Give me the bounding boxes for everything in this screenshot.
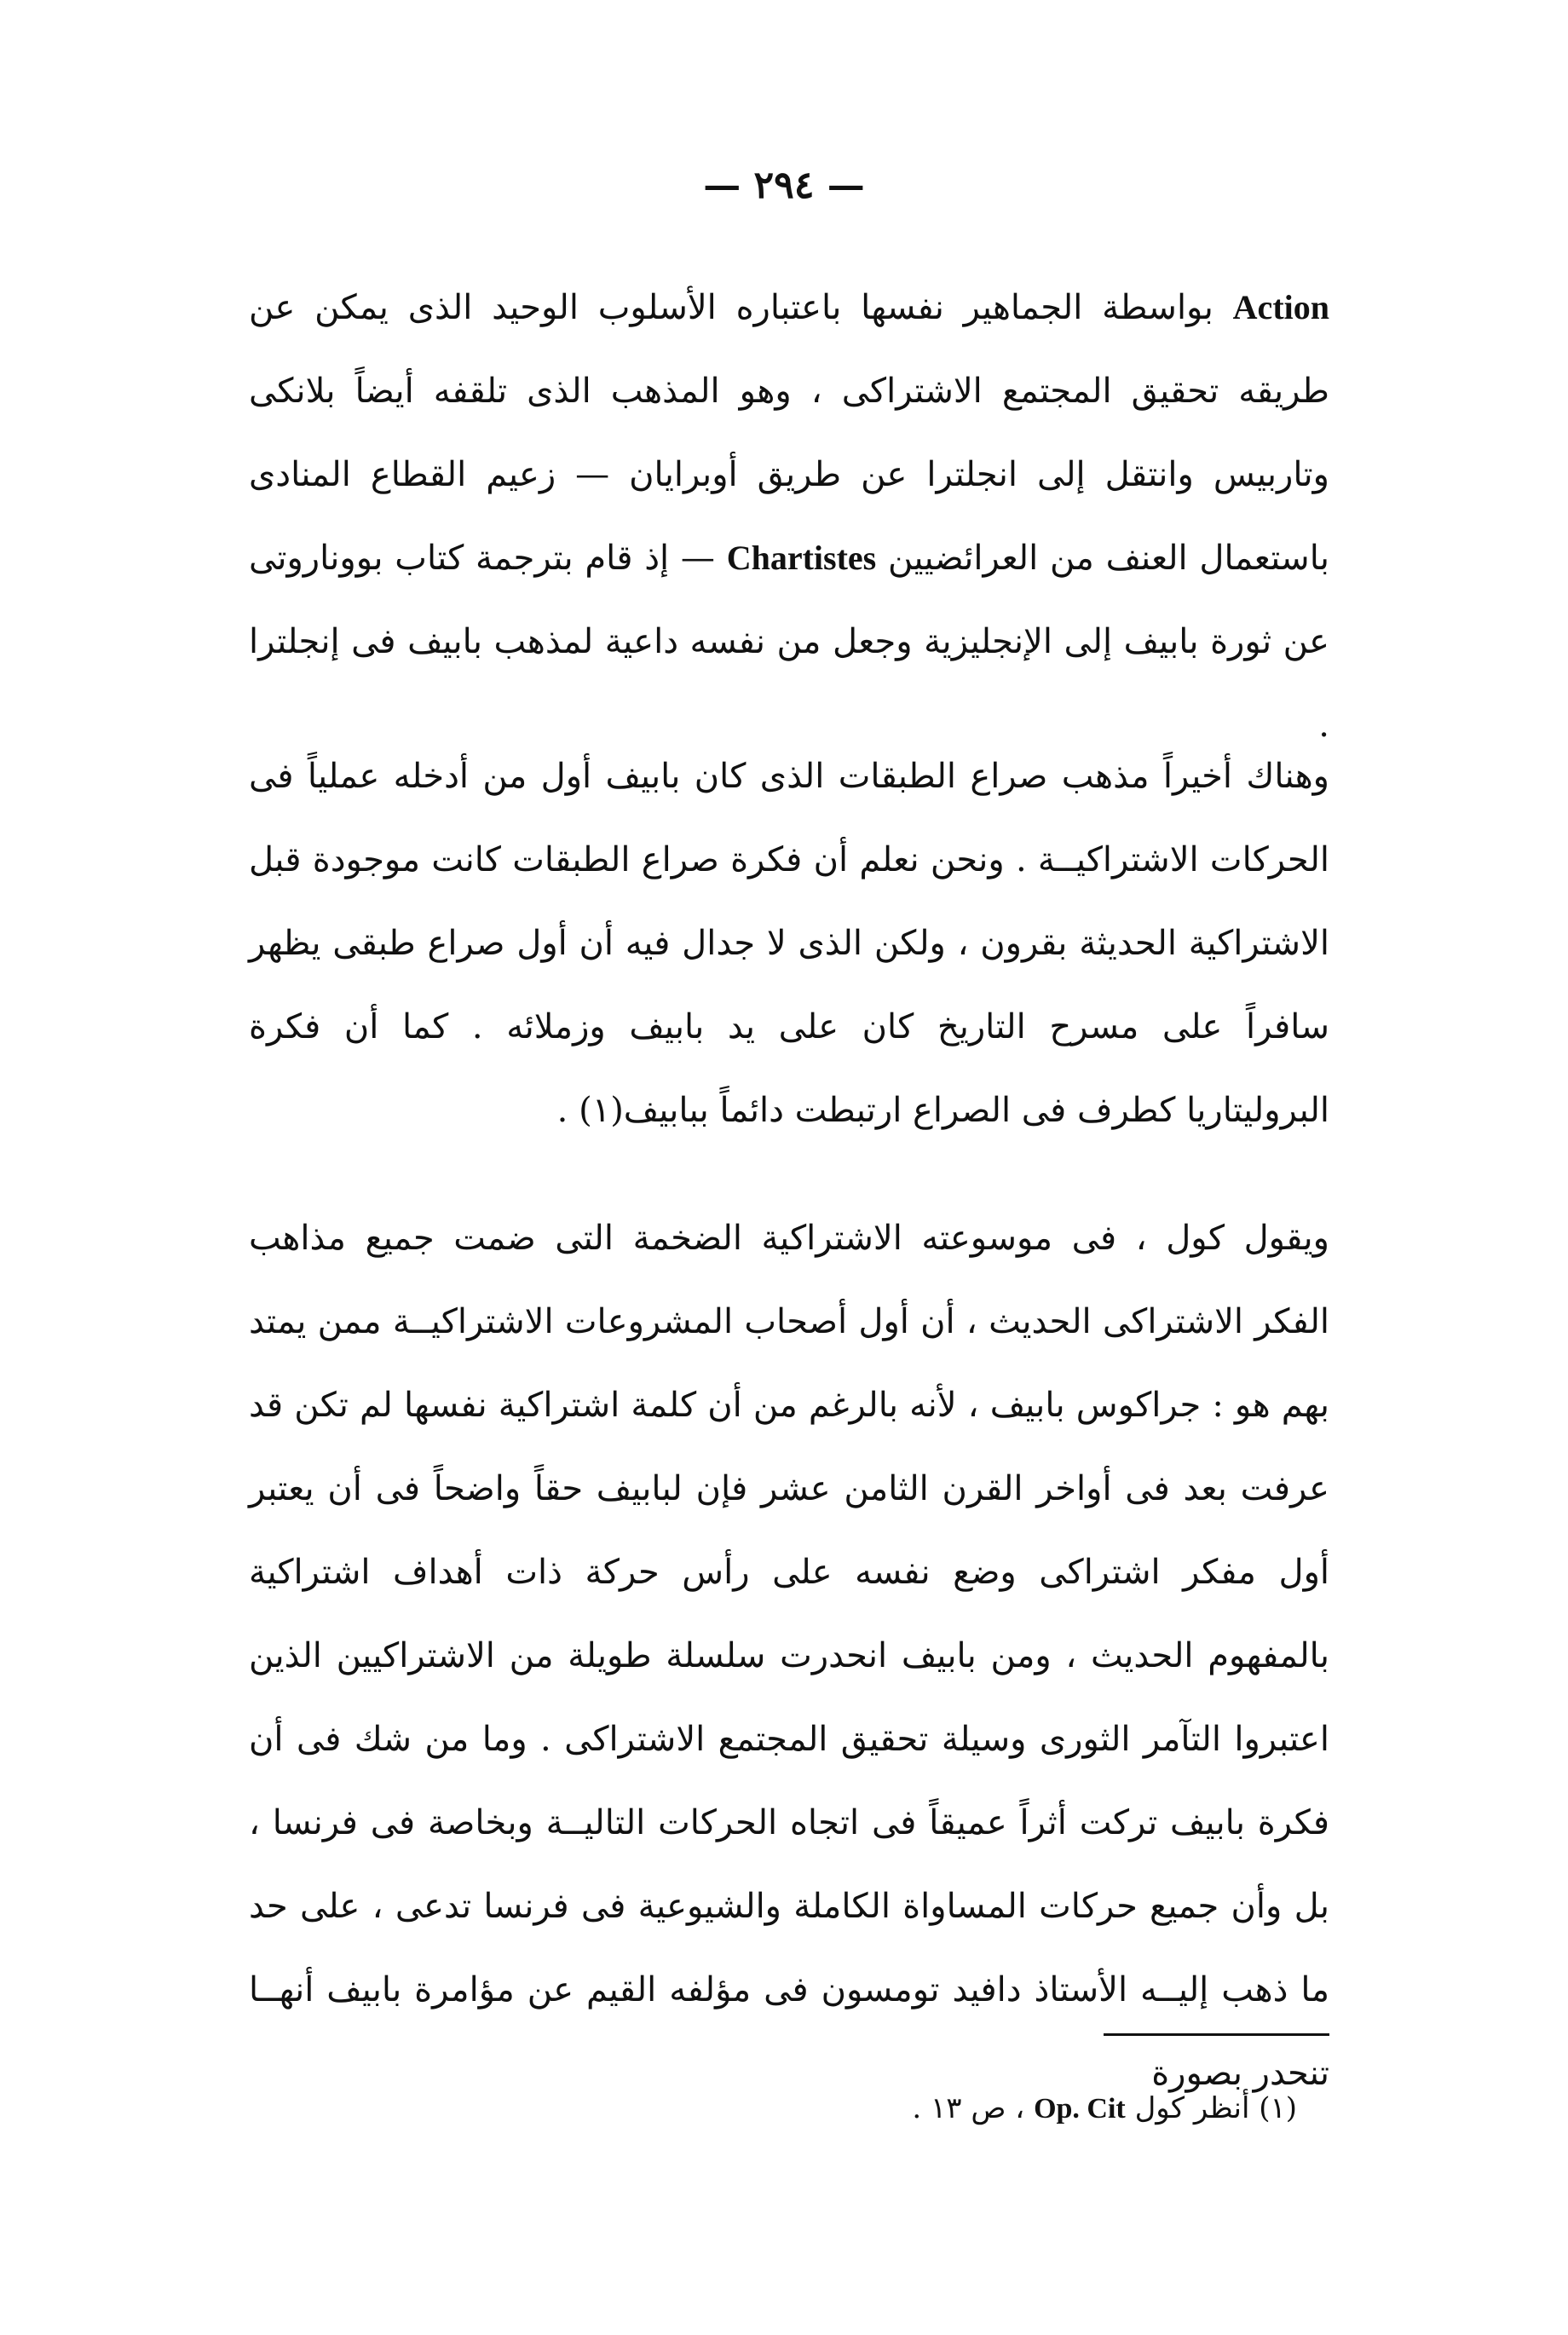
footnote-divider [1104,2033,1329,2036]
paragraph-3 [249,1196,1329,2115]
page-number: — ٢٩٤ — [703,164,865,207]
paragraph-2 [249,735,1329,1152]
footnote-text-a: (١) أنظر كول [1125,2091,1297,2125]
footnote-latin-op-cit: Op. Cit [1034,2093,1126,2125]
paragraph-1-text-a: بواسطة الجماهير نفسها باعتباره الأسلوب الوحيد الذى يمكن عن طريقه تحقيق المجتمع الاشتراكى ، وهو المذهب الذى تلقفه أيضاً بلانكى وتاربيس وانتقل إلى انجلترا عن طريق أوبرايان — زعيم القطاع المنادى باستعمال العنف من العرائضيين [249,288,1330,578]
footnote [249,2083,1297,2135]
paragraph-2-text: وهناك أخيراً مذهب صراع الطبقات الذى كان بابيف أول من أدخله عملياً فى الحركات الاشتراكيــة . ونحن نعلم أن فكرة صراع الطبقات كانت موجودة قبل الاشتراكية الحديثة بقرون ، ولكن الذى لا جدال فيه أن أول صراع طبقى يظهر سافراً على مسرح التاريخ كان على يد بابيف وزملائه . كما أن فكرة البروليتاريا كطرف فى الصراع ارتبطت دائماً ببابيف(١) . [249,757,1329,1130]
latin-term-action: Action [1232,288,1329,326]
paragraph-3-text: ويقول كول ، فى موسوعته الاشتراكية الضخمة التى ضمت جميع مذاهب الفكر الاشتراكى الحديث ، أن أول أصحاب المشروعات الاشتراكيــة ممن يمتد بهم هو : جراكوس بابيف ، لأنه بالرغم من أن كلمة اشتراكية نفسها لم تكن قد عرفت بعد فى أواخر القرن الثامن عشر فإن لبابيف حقاً واضحاً فى أن يعتبر أول مفكر اشتراكى وضع نفسه على رأس حركة ذات أهداف اشتراكية بالمفهوم الحديث ، ومن بابيف انحدرت سلسلة طويلة من الاشتراكيين الذين اعتبروا التآمر الثورى وسيلة تحقيق المجتمع الاشتراكى . وما من شك فى أن فكرة بابيف تركت أثراً عميقاً فى اتجاه الحركات التاليــة وبخاصة فى فرنسا ، بل وأن جميع حركات المساواة الكاملة والشيوعية فى فرنسا تدعى ، على حد ما ذهب إليــه الأستاذ دافيد تومسون فى مؤلفه القيم عن مؤامرة بابيف أنهــا تنحدر بصورة [249,1219,1329,2093]
paragraph-1 [249,266,1329,767]
paragraph-1-text-b: — إذ قام بترجمة كتاب بووناروتى عن ثورة بابيف إلى الإنجليزية وجعل من نفسه داعية لمذهب بابيف فى إنجلترا . [249,539,1329,745]
footnote-text-b: ، ص ١٣ . [912,2091,1035,2125]
latin-term-chartistes: Chartistes [726,539,877,577]
